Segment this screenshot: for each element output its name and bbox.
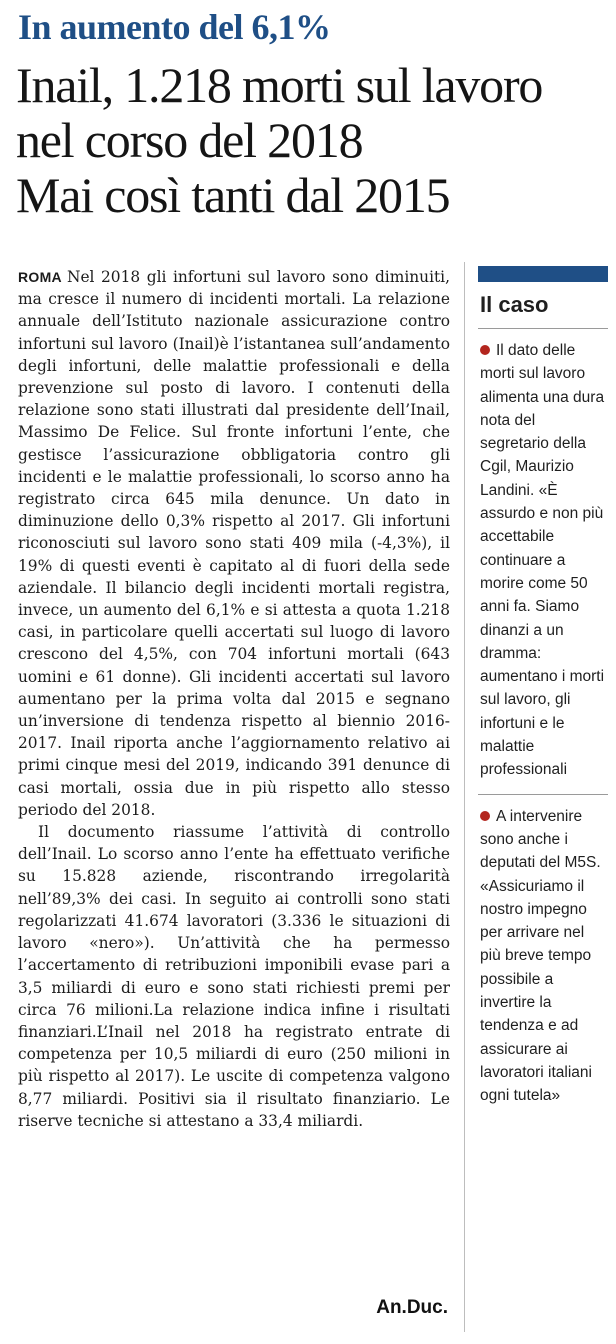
sidebar-title-rule — [478, 328, 608, 329]
article-paragraph-1 — [18, 266, 450, 821]
sidebar-item-2-text: A intervenire sono anche i deputati del M5S. «Assicuriamo il nostro impegno per arrivare nel più breve tempo possibile a invertire la tendenza e ad assicurare ai lavoratori italiani ogni tutela» — [480, 807, 601, 1105]
sidebar-separator — [478, 794, 608, 795]
paragraph-1-text: Nel 2018 gli infortuni sul lavoro sono diminuiti, ma cresce il numero di incidenti mortali. La relazione annuale dell’Istituto nazionale assicurazione contro infortuni sul lavoro (Inail)è l’istantanea sull’andamento degli infortuni, delle malattie professionali e della prevenzione sul posto di lavoro. I contenuti della relazione sono stati illustrati dal presidente dell’Inail, Massimo De Felice. Sul fronte infortuni l’ente, che gestisce l’assicurazione obbligatoria contro gli incidenti e le malattie professionali, lo scorso anno ha registrato circa 645 mila denunce. Un dato in diminuzione dello 0,3% rispetto al 2017. Gli infortuni riconosciuti sul lavoro sono stati 409 mila (-4,3%), il 19% di questi eventi è capitato al di fuori della sede aziendale. Il bilancio degli incidenti mortali registra, invece, un aumento del 6,1% e si attesta a quota 1.218 casi, in particolare quelli accertati sul luogo di lavoro crescono del 4,5%, con 704 infortuni mortali (643 uomini e 61 donne). Gli incidenti accertati sul lavoro aumentano per la prima volta dal 2015 e segnano un’inversione di tendenza rispetto al biennio 2016-2017. Inail riporta anche l’aggiornamento relativo ai primi cinque mesi del 2019, indicando 391 denunce di casi mortali, ossia due in più rispetto allo stesso periodo del 2018. — [18, 268, 450, 819]
author-signature: An.Duc. — [376, 1297, 448, 1318]
headline-line-1: Inail, 1.218 morti sul lavoro — [16, 57, 543, 113]
sidebar-accent-bar — [478, 266, 608, 282]
headline-line-3: Mai così tanti dal 2015 — [16, 167, 450, 223]
kicker: In aumento del 6,1% — [18, 7, 331, 47]
headline-line-2: nel corso del 2018 — [16, 112, 363, 168]
column-divider — [464, 262, 465, 1332]
sidebar-item-2 — [480, 805, 608, 1108]
dateline: ROMA — [18, 269, 62, 285]
sidebar-title: Il caso — [480, 292, 549, 317]
headline — [16, 58, 606, 223]
sidebar-item-1-text: Il dato delle morti sul lavoro alimenta una dura nota del segretario della Cgil, Maurizio Landini. «È assurdo e non più accettabile continuare a morire come 50 anni fa. Siamo dinanzi a un dramma: aumentano i morti sul lavoro, gli infortuni e le malattie professionali — [480, 342, 605, 779]
red-bullet-icon — [480, 345, 490, 355]
sidebar-item-1 — [480, 339, 608, 782]
article-body — [18, 266, 450, 1132]
sidebar-box — [474, 266, 608, 1108]
article-paragraph-2: Il documento riassume l’attività di controllo dell’Inail. Lo scorso anno l’ente ha effettuato verifiche su 15.828 aziende, riscontrando irregolarità nell’89,3% dei casi. In seguito ai controlli sono stati regolarizzati 41.674 lavoratori (3.336 le situazioni di lavoro «nero»). Un’attività che ha permesso l’accertamento di retribuzioni imponibili evase pari a 3,5 miliardi di euro e sono stati richiesti premi per circa 76 milioni.La relazione indica infine i risultati finanziari.L’Inail nel 2018 ha registrato entrate di competenza per 10,5 miliardi di euro (250 milioni in più rispetto al 2017). Le uscite di competenza valgono 8,77 miliardi. Positivi sia il risultato finanziario. Le riserve tecniche si attestano a 33,4 miliardi. — [18, 823, 450, 1130]
red-bullet-icon — [480, 811, 490, 821]
